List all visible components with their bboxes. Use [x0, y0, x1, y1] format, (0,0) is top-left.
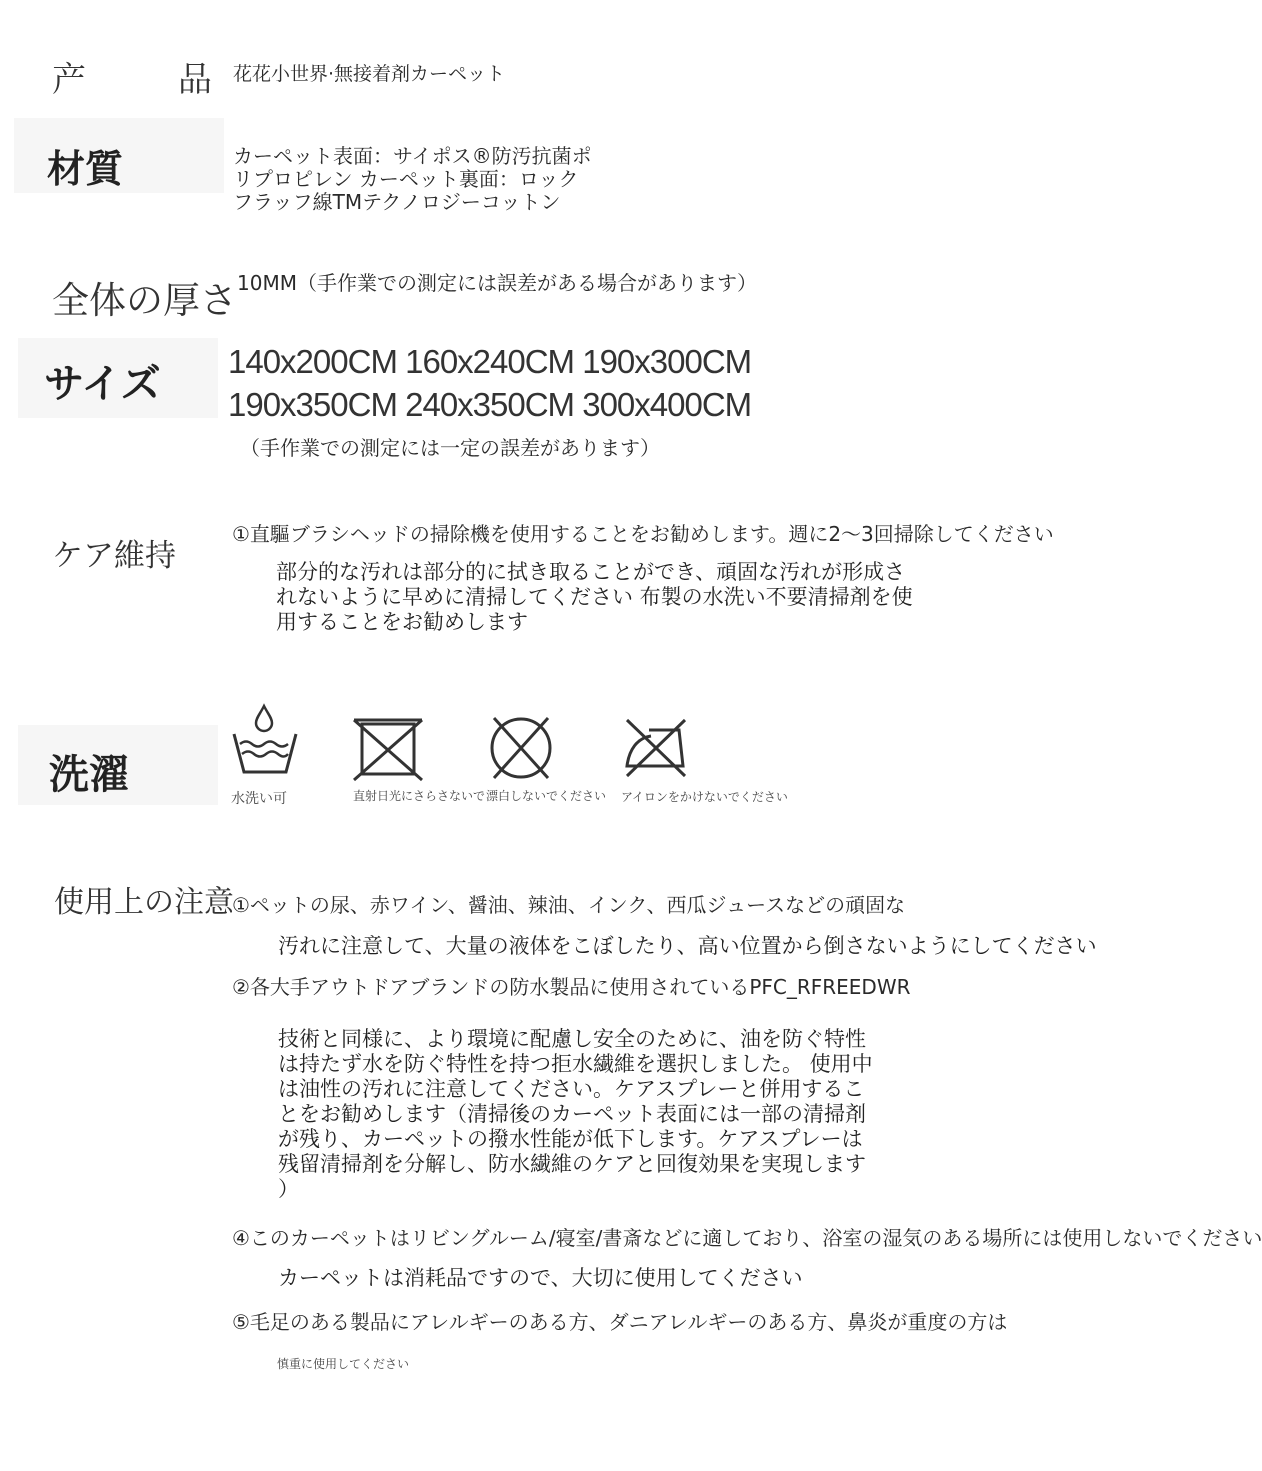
caution-label: 使用上の注意: [54, 885, 234, 920]
caution-line: 残留清掃剤を分解し、防水繊維のケアと回復効果を実現します: [278, 1152, 866, 1176]
caution-line: は持たず水を防ぐ特性を持つ拒水繊維を選択しました。 使用中: [278, 1052, 873, 1076]
no-bleach-icon: [488, 714, 554, 782]
material-line: カーペット表面：サイポス®防汚抗菌ポ: [233, 144, 592, 168]
washable-icon: [230, 700, 300, 780]
caution-item-cont: 汚れに注意して、大量の液体をこぼしたり、高い位置から倒さないようにしてください: [278, 934, 1097, 958]
material-line: リプロピレン カーペット裏面：ロック: [233, 167, 579, 191]
care-text: [276, 560, 913, 635]
size-row: 190x350CM 240x350CM 300x400CM: [228, 386, 752, 423]
caution-item: ②各大手アウトドアブランドの防水製品に使用されているPFC_RFREEDWR: [232, 975, 911, 999]
size-label: サイズ: [44, 361, 161, 407]
caution-item-cont: カーペットは消耗品ですので、大切に使用してください: [278, 1266, 803, 1290]
caution-line: は油性の汚れに注意してください。ケアスプレーと併用するこ: [278, 1077, 865, 1101]
size-note: （手作業での測定には一定の誤差があります）: [240, 436, 660, 460]
care-label: ケア維持: [52, 538, 176, 574]
size-row: 140x200CM 160x240CM 190x300CM: [228, 343, 752, 380]
thickness-value: 10MM（手作業での測定には誤差がある場合があります）: [237, 271, 757, 295]
washable-label: 水洗い可: [231, 791, 287, 807]
care-line: 部分的な汚れは部分的に拭き取ることができ、頑固な汚れが形成さ: [276, 560, 906, 584]
product-value: 花花小世界·無接着剤カーペット: [233, 63, 506, 85]
material-line: フラッフ線TMテクノロジーコットン: [233, 190, 561, 214]
thickness-label: 全体の厚さ: [52, 279, 237, 322]
caution-line: とをお勧めします（清掃後のカーペット表面には一部の清掃剤: [278, 1102, 866, 1126]
wash-label: 洗濯: [49, 752, 129, 798]
material-label: 材質: [47, 147, 124, 191]
caution-line: ）: [278, 1177, 299, 1201]
care-item: ①直驅ブラシヘッドの掃除機を使用することをお勧めします。週に2〜3回掃除してください: [232, 522, 1054, 546]
product-label: 产 品: [52, 60, 220, 100]
no-iron-label: アイロンをかけないでください: [621, 790, 788, 804]
care-line: れないように早めに清掃してください 布製の水洗い不要清掃剤を使: [276, 585, 913, 609]
no-iron-icon: [623, 716, 689, 778]
care-line: 用することをお勧めします: [276, 610, 528, 634]
no-bleach-label: 漂白しないでください: [486, 789, 607, 803]
caution-line: が残り、カーペットの撥水性能が低下します。ケアスプレーは: [278, 1127, 863, 1151]
caution-text: [278, 1027, 873, 1202]
caution-item: ①ペットの尿、赤ワイン、醤油、辣油、インク、西瓜ジュースなどの頑固な: [232, 893, 906, 917]
caution-item: ④このカーペットはリビングルーム/寝室/書斎などに適しており、浴室の湿気のある場所には使用しないでください: [232, 1226, 1262, 1250]
caution-item-cont: 慎重に使用してください: [277, 1357, 410, 1371]
no-sun-icon: [350, 716, 426, 784]
caution-item: ⑤毛足のある製品にアレルギーのある方、ダニアレルギーのある方、鼻炎が重度の方は: [232, 1310, 1008, 1334]
material-text: [233, 145, 592, 214]
caution-line: 技術と同様に、より環境に配慮し安全のために、油を防ぐ特性: [278, 1027, 866, 1051]
no-sun-label: 直射日光にさらさないで: [353, 789, 486, 803]
